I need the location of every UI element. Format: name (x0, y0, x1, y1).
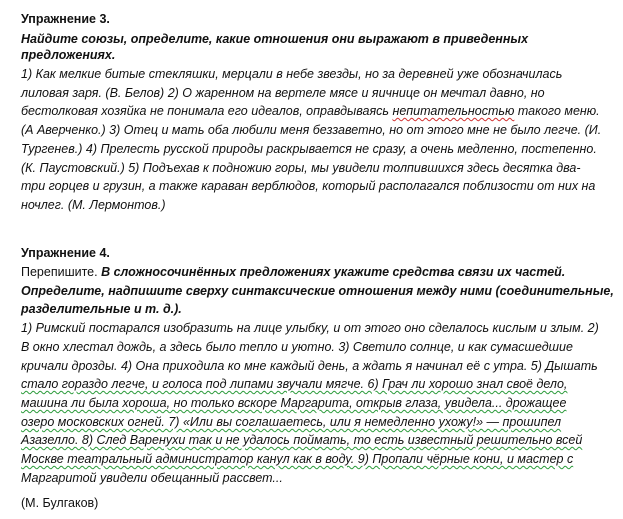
ex3-text-line-8: ночлег. (М. Лермонтов.) (21, 198, 166, 212)
ex4-instruction-line-2 (21, 283, 614, 299)
ex4-author: (М. Булгаков) (21, 496, 99, 510)
ex4-title: Упражнение 4. (21, 246, 110, 260)
ex3-text-line-7: три горцев и грузин, а также караван верблюдов, который располагался поблизости от них на (21, 179, 596, 193)
ex4-text-line-4: стало гораздо легче, и голоса под липами звучали мягче. 6) Грач ли хорошо знал своё дело, (21, 377, 568, 391)
misspelled-word: непитательностью (392, 104, 515, 118)
ex4-instruction-plain: Перепишите. (21, 265, 102, 279)
ex4-text-line-7: Азазелло. 8) След Варенухи так и не удалось поймать, то есть известный решительно всей (21, 433, 583, 447)
ex3-title: Упражнение 3. (21, 12, 110, 26)
ex3-text-line-1: 1) Как мелкие битые стекляшки, мерцали в небе звезды, но за деревней уже обозначилась (21, 67, 563, 81)
ex4-text-line-3: кричали дрозды. 4) Она приходила ко мне каждый день, а ждать я начинал её с утра. 5) Дышать (21, 359, 598, 373)
ex4-instruction-bold: В сложносочинённых предложениях укажите средства связи их частей. (101, 265, 566, 279)
ex4-instruction-line-3: разделительные и т. д.). (21, 302, 182, 316)
ex3-text-line-3 (21, 103, 600, 119)
ex3-text-line-3a: бестолковая хозяйка не понимала его идеалов, оправдываясь (21, 104, 393, 118)
ex4-text-line-9: Маргаритой увидели обещанный рассвет... (21, 471, 283, 485)
ex3-text-line-4: (А Аверченко.) 3) Отец и мать оба любили меня беззаветно, но от этого мне не было легче. (И. (21, 123, 602, 137)
ex4-instruction-line-1 (21, 264, 565, 280)
ex3-task-line-2: предложениях. (21, 48, 116, 62)
ex4-instruction-2c: синтаксические отношения между ними (соединительные, (231, 284, 614, 298)
ex4-text-line-5: машина ли была хороша, но только вскоре Маргарита, открыв глаза, увидела... дрожащее (21, 396, 567, 410)
ex4-text-line-1: 1) Римский постарался изобразить на лице улыбку, и от этого оно сделалось кислым и злым. 2) (21, 321, 599, 335)
ex4-text-line-6: озеро московских огней. 7) «Или вы соглашаетесь, или я немедленно ухожу!» — прошипел (21, 415, 562, 429)
ex4-text-line-8: Москве театральный администратор канул как в воду. 9) Пропали чёрные кони, и мастер с (21, 452, 574, 466)
ex3-task-line-1: Найдите союзы, определите, какие отношения они выражают в приведенных (21, 32, 529, 46)
ex4-instruction-2b: , надпишите сверху (101, 284, 232, 298)
ex3-text-line-5: Тургенев.) 4) Прелесть русской природы раскрывается не сразу, а очень медленно, постепенно. (21, 142, 597, 156)
ex3-text-line-6: (К. Паустовский.) 5) Подъехав к подножию горы, мы увидели толпившихся здесь десятка два- (21, 161, 581, 175)
ex4-text-line-2: В окно хлестал дождь, а здесь было тепло и уютно. 3) Светило солнце, и как сумасшедшие (21, 340, 573, 354)
ex3-text-line-3b: такого меню. (514, 104, 600, 118)
ex3-text-line-2: лиловая заря. (В. Белов) 2) О жаренном на вертеле мясе и яичнице он мечтал давно, но (21, 86, 545, 100)
ex4-instruction-2a: Определите (21, 284, 102, 298)
